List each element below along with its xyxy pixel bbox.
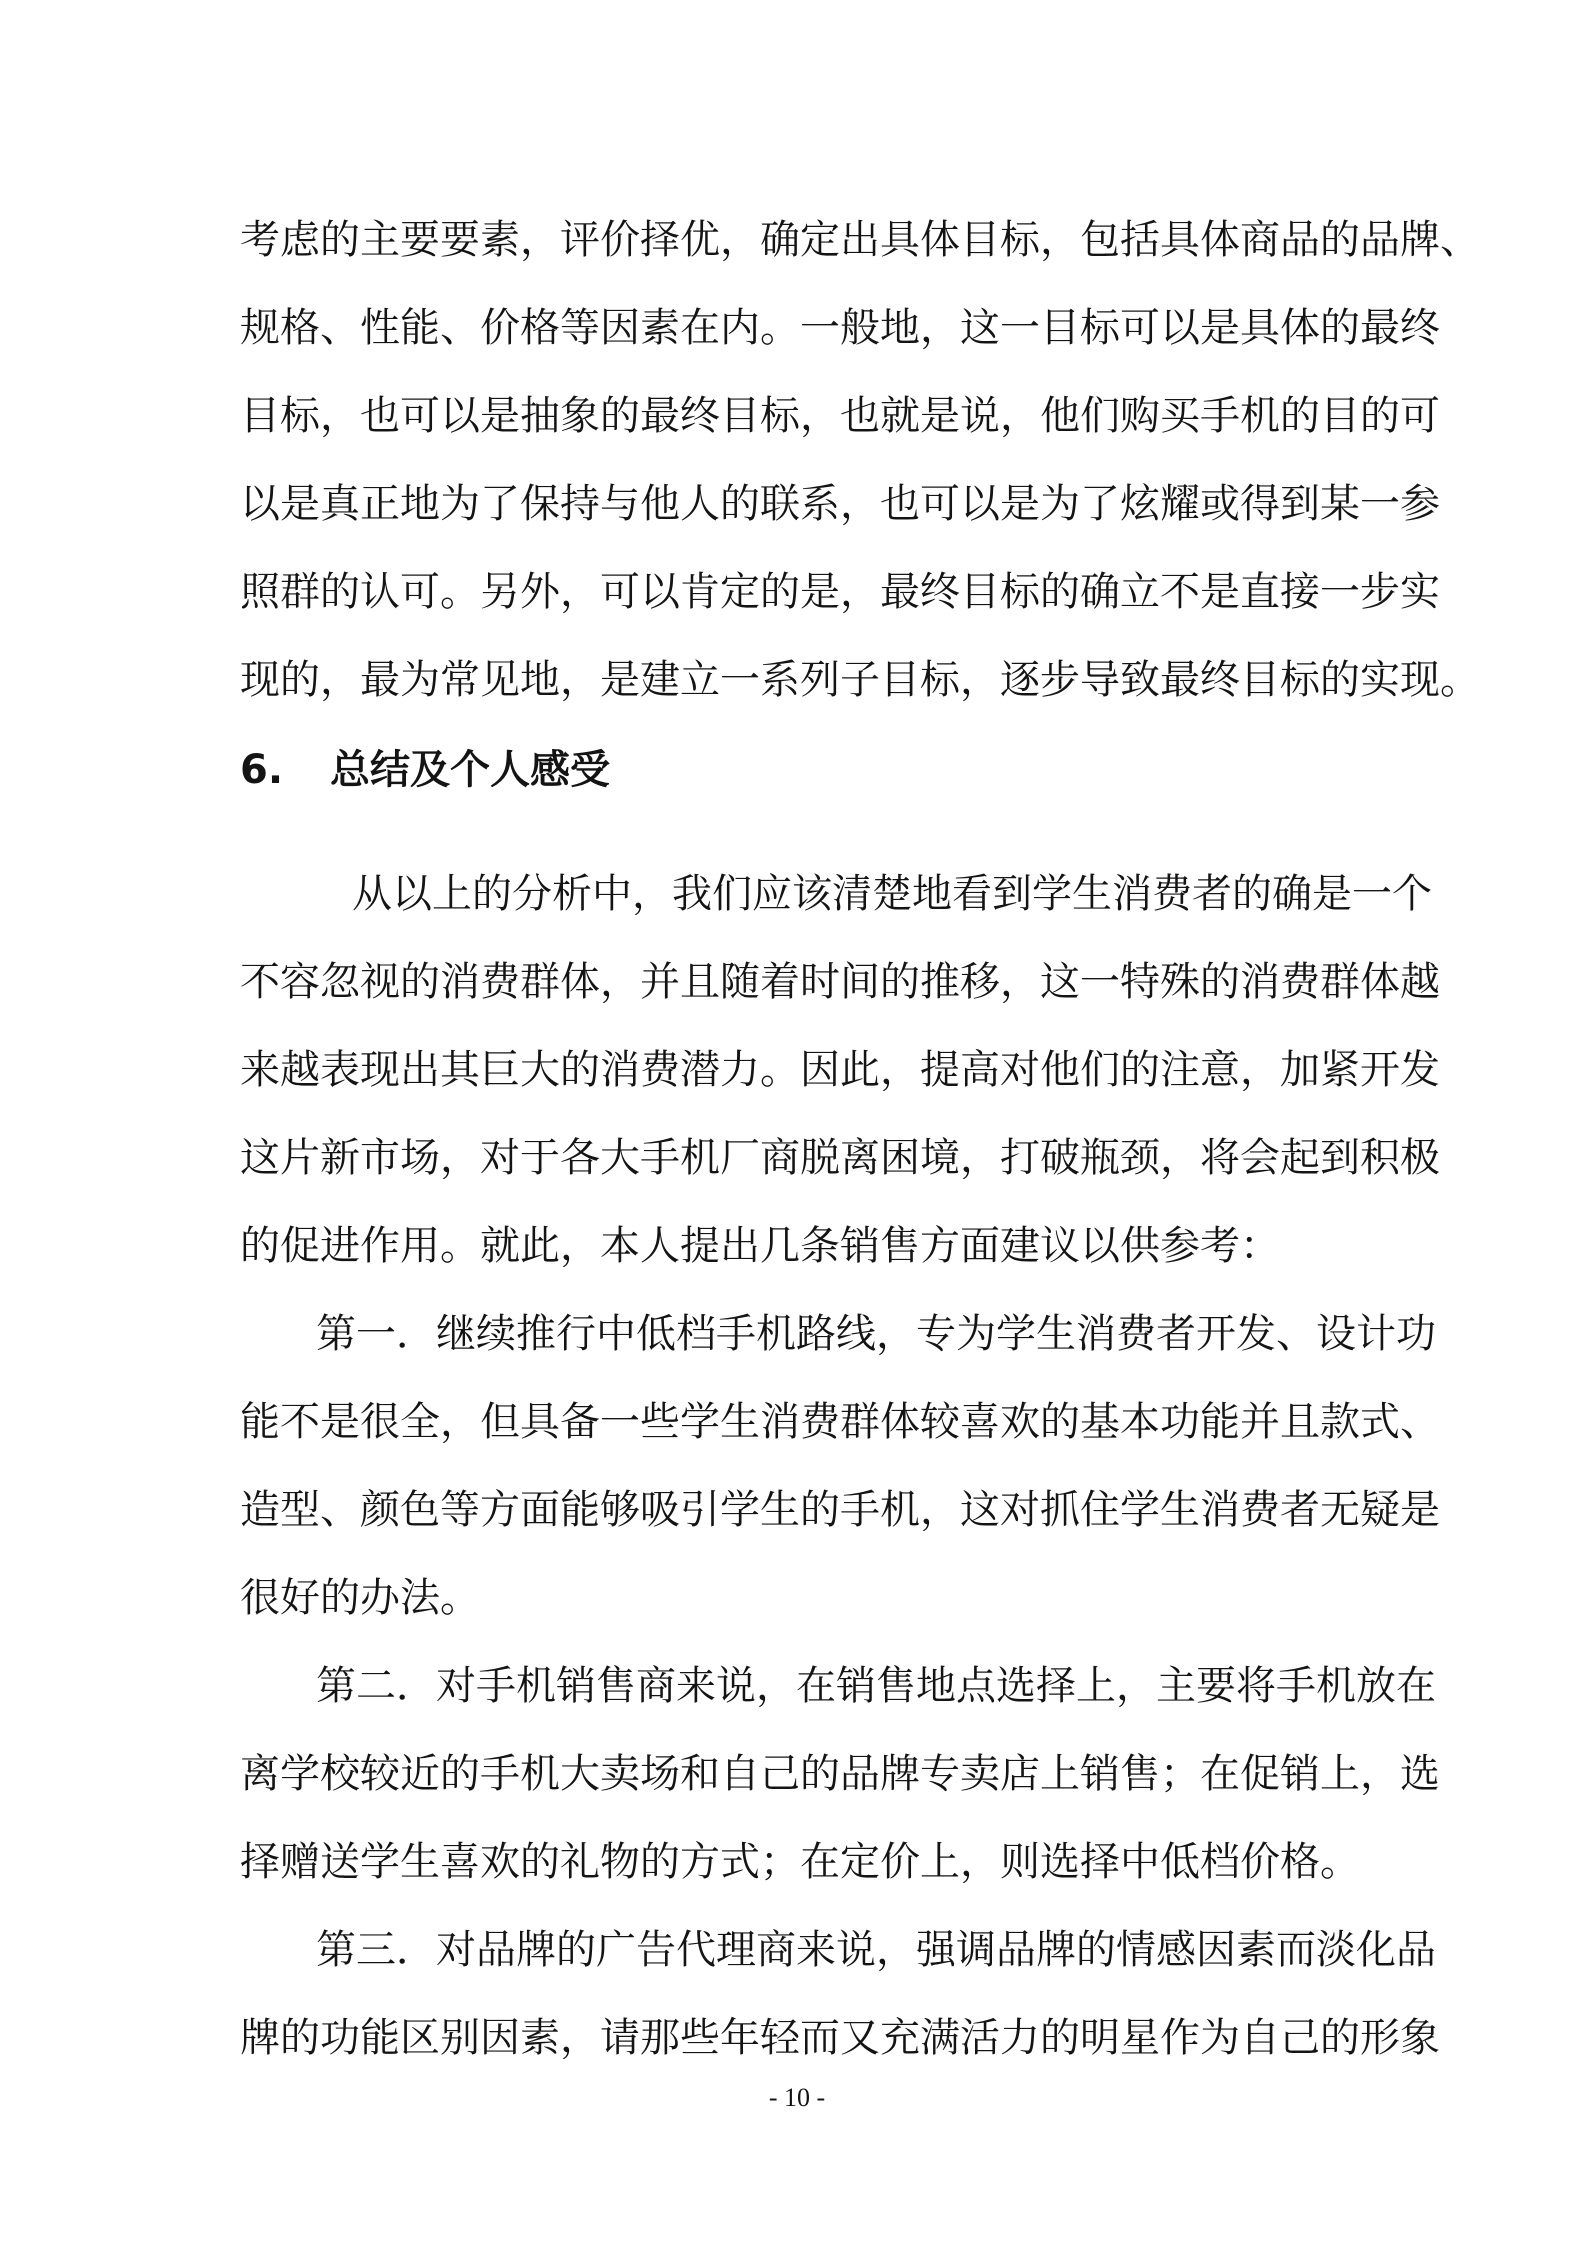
text-line: 不容忽视的消费群体，并且随着时间的推移，这一特殊的消费群体越 (240, 959, 1440, 1005)
text-line: 来越表现出其巨大的消费潜力。因此，提高对他们的注意，加紧开发 (240, 1047, 1440, 1093)
section-number: 6. (240, 747, 284, 793)
text-line: 牌的功能区别因素，请那些年轻而又充满活力的明星作为自己的形象 (240, 2015, 1440, 2061)
page-number: - 10 - (768, 2083, 826, 2112)
text-line: 第二．对手机销售商来说，在销售地点选择上，主要将手机放在 (316, 1663, 1436, 1709)
section-heading (240, 744, 610, 796)
text-line: 现的，最为常见地，是建立一系列子目标，逐步导致最终目标的实现。 (240, 657, 1480, 703)
text-line: 第一．继续推行中低档手机路线，专为学生消费者开发、设计功 (316, 1311, 1436, 1357)
section-title: 总结及个人感受 (330, 747, 610, 793)
text-line: 以是真正地为了保持与他人的联系，也可以是为了炫耀或得到某一参 (240, 481, 1440, 527)
text-line: 的促进作用。就此，本人提出几条销售方面建议以供参考： (240, 1223, 1280, 1269)
text-line: 造型、颜色等方面能够吸引学生的手机，这对抓住学生消费者无疑是 (240, 1487, 1440, 1533)
text-line: 第三．对品牌的广告代理商来说，强调品牌的情感因素而淡化品 (316, 1927, 1436, 1973)
text-line: 能不是很全，但具备一些学生消费群体较喜欢的基本功能并且款式、 (240, 1399, 1440, 1445)
text-line: 从以上的分析中，我们应该清楚地看到学生消费者的确是一个 (352, 871, 1432, 917)
text-line: 很好的办法。 (240, 1575, 480, 1621)
text-line: 照群的认可。另外，可以肯定的是，最终目标的确立不是直接一步实 (240, 569, 1440, 615)
text-line: 离学校较近的手机大卖场和自己的品牌专卖店上销售；在促销上，选 (240, 1751, 1440, 1797)
text-line: 这片新市场，对于各大手机厂商脱离困境，打破瓶颈，将会起到积极 (240, 1135, 1440, 1181)
text-line: 规格、性能、价格等因素在内。一般地，这一目标可以是具体的最终 (240, 305, 1440, 351)
text-line: 择赠送学生喜欢的礼物的方式；在定价上，则选择中低档价格。 (240, 1839, 1360, 1885)
text-line: 考虑的主要要素，评价择优，确定出具体目标，包括具体商品的品牌、 (240, 217, 1480, 263)
text-line: 目标，也可以是抽象的最终目标，也就是说，他们购买手机的目的可 (240, 393, 1440, 439)
